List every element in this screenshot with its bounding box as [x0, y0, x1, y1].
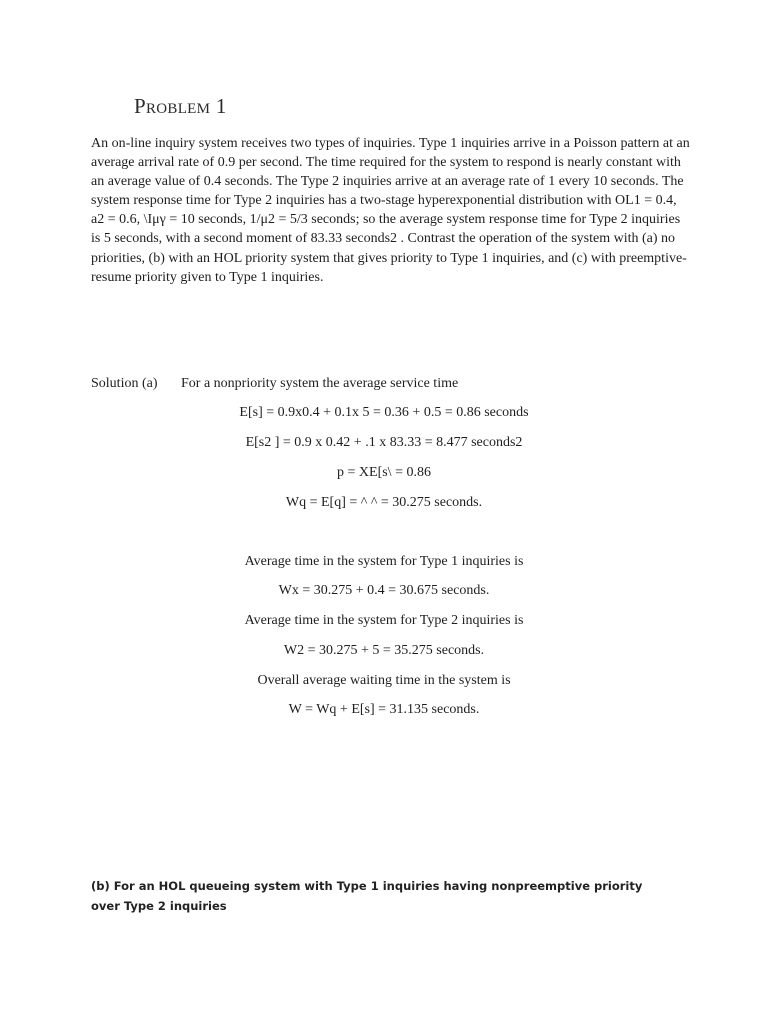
solution-label: Solution (a): [91, 376, 158, 391]
equation-w1: Wx = 30.275 + 0.4 = 30.675 seconds.: [278, 583, 490, 598]
solution-intro-text: For a nonpriority system the average service time: [181, 376, 459, 391]
overall-caption: Overall average waiting time in the system is: [257, 673, 511, 688]
equation-w2: W2 = 30.275 + 5 = 35.275 seconds.: [283, 643, 485, 658]
equation-utilization: p = XE[s\ = 0.86: [337, 465, 431, 480]
problem-heading: Problem 1: [134, 94, 227, 118]
part-b-heading: (b) For an HOL queueing system with Type 1 inquiries having nonpreemptive priority over Type 2 inquiries: [91, 879, 643, 913]
solution-intro: [91, 376, 458, 392]
equation-mean-service: E[s] = 0.9x0.4 + 0.1x 5 = 0.36 + 0.5 = 0.86 seconds: [239, 405, 529, 420]
equation-queue-wait: Wq = E[q] = ^ ^ = 30.275 seconds.: [285, 495, 483, 510]
type1-caption: Average time in the system for Type 1 inquiries is: [244, 554, 524, 569]
equation-second-moment: E[s2 ] = 0.9 x 0.42 + .1 x 83.33 = 8.477 seconds2: [245, 435, 523, 450]
problem-statement: An on-line inquiry system receives two types of inquiries. Type 1 inquiries arrive in a Poisson pattern at an average arrival rate of 0.9 per second. The time required for the system to respond is nearly constant with an average value of 0.4 seconds. The Type 2 inquiries arrive at an average rate of 1 every 10 seconds. The system response time for Type 2 inquiries has a two-stage hyperexponential distribution with OL1 = 0.4, a2 = 0.6, \Iμγ = 10 seconds, 1/μ2 = 5/3 seconds; so the average system response time for Type 2 inquiries is 5 seconds, with a second moment of 83.33 seconds2 . Contrast the operation of the system with (a) no priorities, (b) with an HOL priority system that gives priority to Type 1 inquiries, and (c) with preemptive-resume priority given to Type 1 inquiries.: [91, 136, 690, 285]
equation-w-overall: W = Wq + E[s] = 31.135 seconds.: [288, 702, 480, 717]
type2-caption: Average time in the system for Type 2 inquiries is: [244, 613, 524, 628]
